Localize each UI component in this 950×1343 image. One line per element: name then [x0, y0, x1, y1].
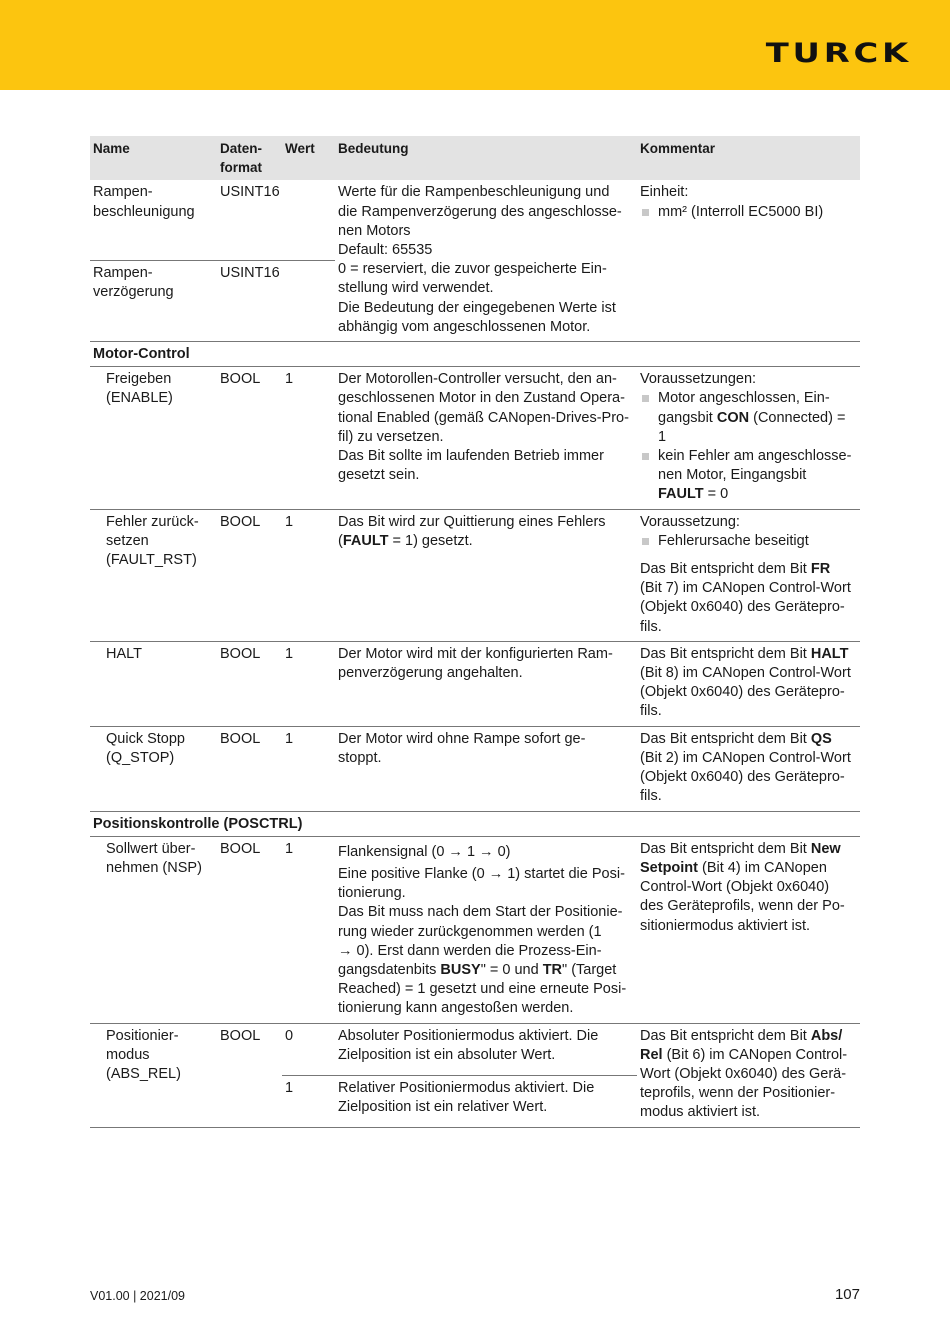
cell-name: Sollwert über- nehmen (NSP) — [90, 836, 217, 1023]
section-row-motor-control: Motor-Control — [90, 342, 860, 367]
cell-format: BOOL — [217, 509, 282, 641]
table-row-enable — [90, 367, 860, 509]
table-row-ramp-accel — [90, 180, 860, 260]
table-row-halt — [90, 641, 860, 726]
table-row-fault-rst — [90, 509, 860, 641]
turck-logo: TURCK — [765, 38, 912, 69]
cell-name: Fehler zurück- setzen (FAULT_RST) — [90, 509, 217, 641]
footer-version: V01.00 | 2021/09 — [90, 1289, 185, 1303]
cell-meaning: Relativer Positioniermodus aktiviert. Die Zielposition ist ein relativer Wert. — [335, 1075, 637, 1127]
table-header-row — [90, 136, 860, 180]
cell-comment: Das Bit entspricht dem Bit Abs/ Rel (Bit 6) im CANopen Control- Wort (Objekt 0x6040) des Gerä- teprofils, wenn der Positionier- modus aktiviert ist. — [637, 1023, 860, 1127]
cell-name: Quick Stopp (Q_STOP) — [90, 726, 217, 811]
arrow-right-icon: → — [448, 843, 463, 860]
bullet-item: Motor angeschlossen, Ein- gangsbit CON (Connected) = 1 — [640, 389, 857, 447]
cell-name: Rampen- verzögerung — [90, 261, 217, 342]
cell-format: BOOL — [217, 641, 282, 726]
cell-meaning: Absoluter Positioniermodus aktiviert. Die Zielposition ist ein absoluter Wert. — [335, 1023, 637, 1075]
cell-format: BOOL — [217, 1023, 282, 1127]
col-header-format: Daten- format — [217, 136, 282, 180]
table-row-nsp — [90, 836, 860, 1023]
page-number: 107 — [834, 1286, 860, 1303]
cell-value: 1 — [282, 509, 335, 641]
header-bar — [0, 0, 950, 90]
cell-meaning: Das Bit wird zur Quittierung eines Fehlers (FAULT = 1) gesetzt. — [335, 509, 637, 641]
cell-comment: Das Bit entspricht dem Bit New Setpoint (Bit 4) im CANopen Control-Wort (Objekt 0x6040) des Geräteprofils, wenn der Po- sitioniermodus aktiviert ist. — [637, 836, 860, 1023]
cell-comment: Das Bit entspricht dem Bit QS (Bit 2) im CANopen Control-Wort (Objekt 0x6040) des Gerätepro- fils. — [637, 726, 860, 811]
table-row-abs-rel-0 — [90, 1023, 860, 1075]
col-header-name: Name — [90, 136, 217, 180]
cell-meaning: Flankensignal (0 → 1 → 0) Eine positive Flanke (0 → 1) startet die Posi- tionierung. Das Bit muss nach dem Start der Positionie- rung wieder zurückgenommen werden (1 → 0). Erst dann werden die Prozess-Ein- gangsdatenbits BUSY" = 0 und TR" (Target Reached) = 1 gesetzt und eine erneute Posi- tionierung kann angestoßen werden. — [335, 836, 637, 1023]
section-row-posctrl: Positionskontrolle (POSCTRL) — [90, 811, 860, 836]
cell-value: 1 — [282, 367, 335, 509]
bullet-item: Fehlerursache beseitigt — [640, 532, 857, 551]
cell-name: Rampen- beschleunigung — [90, 180, 217, 260]
cell-comment: Das Bit entspricht dem Bit HALT (Bit 8) im CANopen Control-Wort (Objekt 0x6040) des Gerätepro- fils. — [637, 641, 860, 726]
arrow-right-icon: → — [488, 865, 504, 882]
table-row-quick-stop — [90, 726, 860, 811]
cell-comment: Voraussetzung: Fehlerursache beseitigt Das Bit entspricht dem Bit FR (Bit 7) im CANopen Control-Wort (Objekt 0x6040) des Gerätepro- fils. — [637, 509, 860, 641]
cell-format: USINT16 — [217, 180, 335, 260]
col-header-value: Wert — [282, 136, 335, 180]
cell-value: 1 — [282, 726, 335, 811]
cell-format: BOOL — [217, 726, 282, 811]
cell-meaning: Der Motor wird mit der konfigurierten Ram- penverzögerung angehalten. — [335, 641, 637, 726]
cell-value: 0 — [282, 1023, 335, 1075]
parameter-table — [90, 136, 860, 1128]
cell-comment: Einheit: mm² (Interroll EC5000 BI) — [637, 180, 860, 341]
cell-value: 1 — [282, 1075, 335, 1127]
cell-meaning: Der Motor wird ohne Rampe sofort ge- stoppt. — [335, 726, 637, 811]
col-header-comment: Kommentar — [637, 136, 860, 180]
cell-name: Freigeben (ENABLE) — [90, 367, 217, 509]
cell-comment: Voraussetzungen: Motor angeschlossen, Ein- gangsbit CON (Connected) = 1 kein Fehler am angeschlosse- nen Motor, Eingangsbit FAULT = 0 — [637, 367, 860, 509]
bullet-item: mm² (Interroll EC5000 BI) — [640, 203, 857, 222]
bullet-item: kein Fehler am angeschlosse- nen Motor, Eingangsbit FAULT = 0 — [640, 447, 857, 505]
cell-name: HALT — [90, 641, 217, 726]
cell-value: 1 — [282, 836, 335, 1023]
col-header-meaning: Bedeutung — [335, 136, 637, 180]
cell-meaning: Werte für die Rampenbeschleunigung und die Rampenverzögerung des angeschlosse- nen Motors Default: 65535 0 = reserviert, die zuvor gespeicherte Ein- stellung wird verwendet. Die Bedeutung der eingegebenen Werte ist abhängig vom angeschlossenen Motor. — [335, 180, 637, 341]
arrow-right-icon: → — [479, 843, 494, 860]
cell-value: 1 — [282, 641, 335, 726]
cell-format: BOOL — [217, 367, 282, 509]
arrow-right-icon: → — [338, 942, 353, 959]
cell-name: Positionier- modus (ABS_REL) — [90, 1023, 217, 1127]
cell-meaning: Der Motorollen-Controller versucht, den an- geschlossenen Motor in den Zustand Opera- tional Enabled (gemäß CANopen-Drives-Pro- fil) zu versetzen. Das Bit sollte im laufenden Betrieb immer gesetzt sein. — [335, 367, 637, 509]
cell-format: USINT16 — [217, 261, 335, 342]
cell-format: BOOL — [217, 836, 282, 1023]
